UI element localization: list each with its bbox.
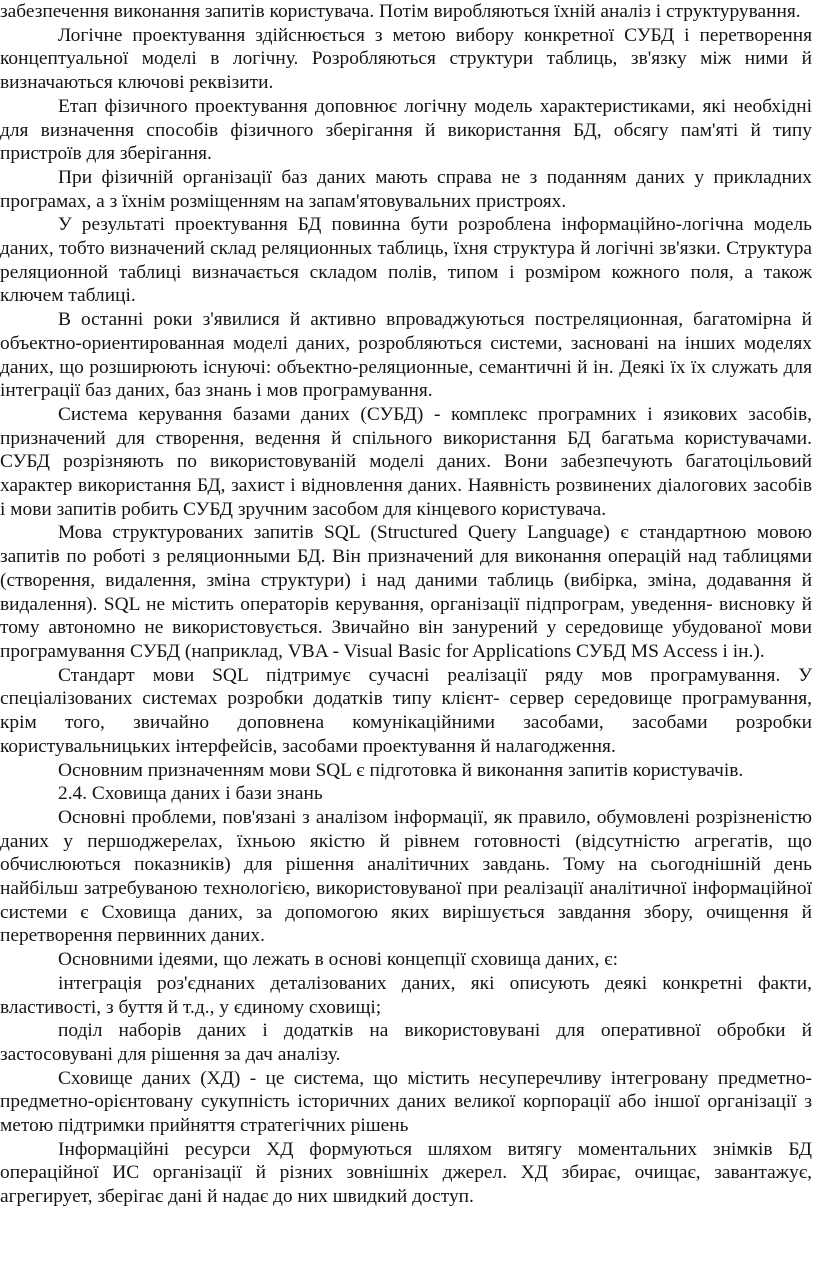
paragraph-data-warehouse-definition: Сховище даних (ХД) - це система, що містить несуперечливу інтегровану предметно-предметно-орієнтовану сукупність історичних даних великої корпорації або іншої організації з метою підтримки прийняття стратегічних рішень: [0, 1067, 812, 1137]
paragraph-continuation: забезпечення виконання запитів користувача. Потім виробляються їхній аналіз і структурування.: [0, 1, 801, 22]
paragraph-information-resources: Інформаційні ресурси ХД формуються шляхом витягу моментальних знімків БД операційної ИС організації й різних зовнішніх джерел. ХД збирає, очищає, завантажує, агрегирует, зберігає дані й надає до них швидкий доступ.: [0, 1138, 812, 1208]
paragraph-main-ideas: Основними ідеями, що лежать в основі концепції сховища даних, є:: [58, 949, 618, 971]
paragraph-recent-models: В останні роки з'явилися й активно впроваджуються постреляционная, багатомірна й объектно-ориентированная моделі даних, розробляються системи, засновані на інших моделях даних, що розширюють існуючі: объектно-реляционные, семантичні й ін. Деякі їх їх служать для інтеграції баз даних, баз знань і мов програмування.: [0, 309, 812, 402]
paragraph-sql-language: Мова структурованих запитів SQL (Structured Query Language) є стандартною мовою запитів по роботі з реляционными БД. Він призначений для виконання операцій над таблицями (створення, видалення, зміна структури) і над даними таблиць (вибірка, зміна, додавання й видалення). SQL не містить операторів керування, організації підпрограм, уведення- висновку й тому автономно не використовується. Звичайно він занурений у середовище убудованої мови програмування СУБД (наприклад, VBA - Visual Basic for Applications СУБД MS Access і ін.).: [0, 522, 812, 662]
paragraph-sql-standard: Стандарт мови SQL підтримує сучасні реалізації ряду мов програмування. У спеціалізованих системах розробки додатків типу клієнт- сервер середовище програмування, крім того, звичайно доповнена комунікаційними засобами, засобами розробки користувальницьких інтерфейсів, засобами проектування й налагодження.: [0, 664, 812, 757]
paragraph-dbms-definition: Система керування базами даних (СУБД) - комплекс програмних і язикових засобів, призначений для створення, ведення й спільного використання БД багатьма користувачами. СУБД розрізняють по використовуваній моделі даних. Вони забезпечують багатоцільовий характер використання БД, захист і відновлення даних. Наявність розвинених діалогових засобів і мови запитів робить СУБД зручним засобом для кінцевого користувача.: [0, 403, 812, 520]
paragraph-physical-design: Етап фізичного проектування доповнює логічну модель характеристиками, які необхідні для визначення способів фізичного зберігання й використання БД, обсягу пам'яті й типу пристроїв для зберігання.: [0, 95, 812, 165]
paragraph-physical-organization: При фізичній організації баз даних мають справа не з поданням даних у прикладних програмах, а з їхнім розміщенням на запам'ятовувальних пристроях.: [0, 166, 812, 212]
paragraph-design-result: У результаті проектування БД повинна бути розроблена інформаційно-логічна модель даних, тобто визначений склад реляционных таблиць, їхня структура й логічні зв'язки. Структура реляционной таблиці визначається складом полів, типом і розміром кожного поля, а також ключем таблиці.: [0, 214, 812, 307]
paragraph-idea-integration: інтеграція роз'єднаних деталізованих даних, які описують деякі конкретні факти, властивості, з буття й т.д., у єдиному сховищі;: [0, 972, 812, 1018]
paragraph-sql-purpose: Основним призначенням мови SQL є підготовка й виконання запитів користувачів.: [58, 759, 744, 781]
paragraph-analysis-problems: Основні проблеми, пов'язані з аналізом інформації, як правило, обумовлені розрізненістю даних у першоджерелах, їхньою якістю й рівнем готовності (відсутністю агрегатів, що обчислюються показників) для рішення аналітичних завдань. Тому на сьогоднішній день найбільш затребуваною технологією, використовуваної при реалізації аналітичної інформаційної системи є Сховища даних, за допомогою яких вирішується завдання збору, очищення й перетворення первинних даних.: [0, 806, 812, 947]
section-heading: 2.4. Сховища даних і бази знань: [58, 783, 323, 805]
paragraph-logical-design: Логічне проектування здійснюється з метою вибору конкретної СУБД і перетворення концептуальної моделі в логічну. Розробляються структури таблиць, зв'язку між ними й визначаються ключові реквізити.: [0, 24, 812, 94]
paragraph-idea-separation: поділ наборів даних і додатків на використовувані для оперативної обробки й застосовувані для рішення за дач аналізу.: [0, 1020, 812, 1065]
